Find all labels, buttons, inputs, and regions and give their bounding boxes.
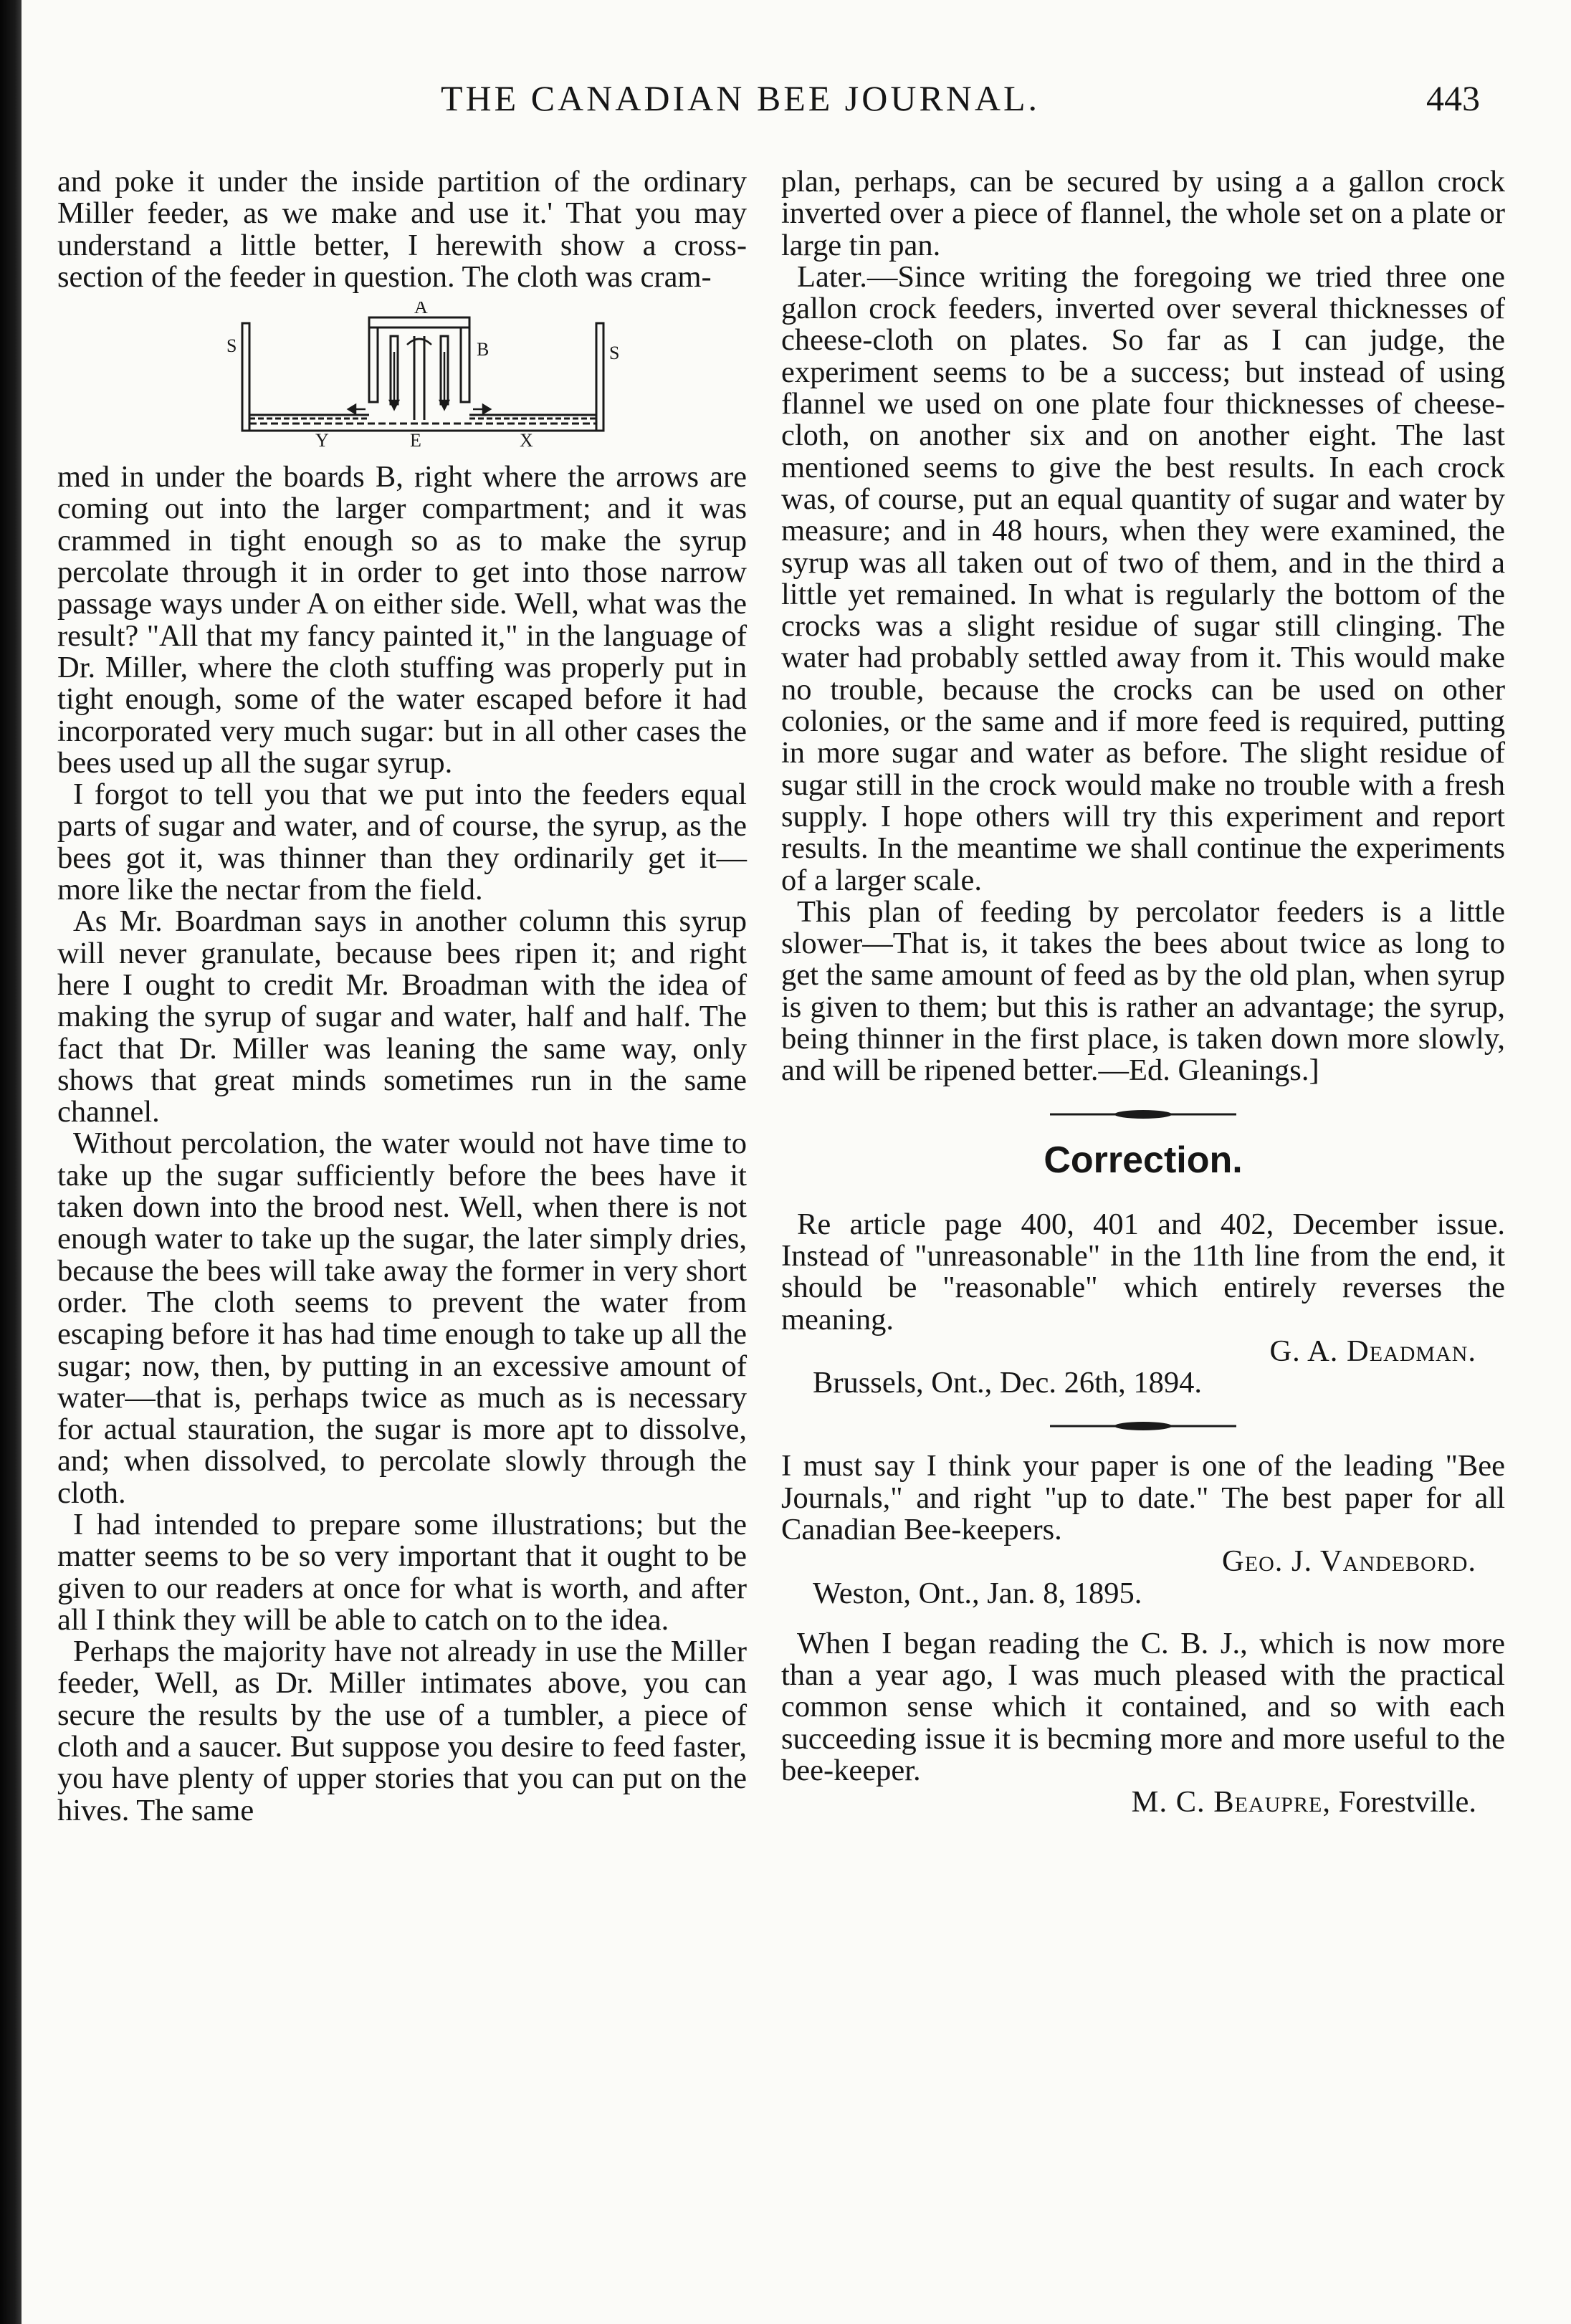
article-paragraph: I forgot to tell you that we put into the feeders equal parts of sugar and water, and of course, the syrup, as the bees got it, was thinner than they ordinarily get it—more like the nectar from the field.	[57, 778, 747, 907]
letter-signature	[781, 1787, 1505, 1818]
article-paragraph: This plan of feeding by percolator feeders is a little slower—That is, it takes the bees about twice as long to get the same amount of feed as by the old plan, when syrup is given to them; but this is rather an advantage; the syrup, being thinner in the first place, is taken down more slowly, and will be ripened better.—Ed. Gleanings.]	[781, 894, 1505, 1088]
article-paragraph: plan, perhaps, can be secured by using a a gallon crock inverted over a piece of flannel, the whole set on a plate or large tin pan.	[781, 165, 1505, 262]
section-divider	[1050, 1419, 1236, 1433]
article-paragraph: Without percolation, the water would not have time to take up the sugar sufficiently before the bees have it taken down into the brood nest. Well, when there is not enough water to take up the sugar, the later simply dries, because the bees will take away the former in very short order. The cloth seems to prevent the water from escaping before it has had time enough to take up all the sugar; now, then, by putting in an excessive amount of water—that is, perhaps twice as much as is necessary for actual stauration, the sugar is more apt to dissolve, and; when dissolved, to percolate slowly through the cloth.	[57, 1127, 747, 1510]
right-column	[781, 166, 1505, 1819]
feeder-cross-section-diagram	[222, 302, 624, 449]
signature-place: Forestville.	[1338, 1785, 1476, 1819]
label-e: E	[410, 430, 421, 449]
letter-dateline: Weston, Ont., Jan. 8, 1895.	[813, 1576, 1142, 1610]
journal-title: THE CANADIAN BEE JOURNAL.	[441, 78, 1041, 118]
letter-text: I must say I think your paper is one of the leading "Bee Journals," and right "up to date." The best paper for all Canadian Bee-keepers.	[781, 1449, 1505, 1546]
label-x: X	[520, 430, 533, 449]
page-number: 443	[1426, 78, 1480, 118]
label-s-right: S	[609, 343, 620, 364]
right-wall	[596, 323, 603, 431]
correction-dateline: Brussels, Ont., Dec. 26th, 1894.	[813, 1366, 1203, 1400]
left-wall	[242, 323, 249, 431]
article-paragraph: med in under the boards B, right where the arrows are coming out into the larger compartment; and it was crammed in tight enough so as to make the syrup percolate through it in order to get into those narrow passage ways under A on either side. Well, what was the result? "All that my fancy painted it," in the language of Dr. Miller, where the cloth stuffing was properly put in tight enough, some of the water escaped before it had incorporated very much sugar: but in all other cases the bees used up all the sugar syrup.	[57, 460, 747, 780]
label-y: Y	[315, 430, 329, 449]
left-column	[57, 166, 747, 1827]
correction-signature: G. A. Deadman.	[1269, 1334, 1476, 1368]
correction-heading: Correction.	[1044, 1139, 1243, 1181]
letter-signature: Geo. J. Vandebord.	[1222, 1544, 1476, 1579]
signature-name: M. C. Beaupre,	[1131, 1785, 1331, 1819]
letter-text: When I began reading the C. B. J., which is now more than a year ago, I was much pleased with the practical common sense which it contained, and so with each succeeding issue it is becming more and more useful to the bee-keeper.	[781, 1626, 1505, 1788]
section-divider	[1050, 1107, 1236, 1122]
label-s-left: S	[226, 335, 237, 357]
page-header	[0, 77, 1571, 142]
article-paragraph: As Mr. Boardman says in another column this syrup will never granulate, because bees ripen it; and right here I ought to credit Mr. Broadman with the idea of making the syrup of sugar and water, half and half. The fact that Dr. Miller was leaning the same way, only shows that great minds sometimes run in the same channel.	[57, 904, 747, 1129]
label-a: A	[414, 302, 428, 318]
correction-text: Re article page 400, 401 and 402, December issue. Instead of "unreasonable" in the 11th line from the end, it should be "reasonable" which entirely reverses the meaning.	[781, 1207, 1505, 1336]
article-paragraph: and poke it under the inside partition of the ordinary Miller feeder, as we make and use it.' That you may understand a little better, I herewith show a cross-section of the feeder in question. The cloth was cram-	[57, 165, 747, 294]
article-paragraph: I had intended to prepare some illustrations; but the matter seems to be so very important that it ought to be given to our readers at once for what is worth, and after all I think they will be able to catch on to the idea.	[57, 1507, 747, 1637]
binding-edge	[0, 0, 22, 2324]
top-board	[369, 317, 469, 327]
label-b: B	[477, 339, 490, 360]
article-paragraph: Later.—Since writing the foregoing we tried three one gallon crock feeders, inverted over several thicknesses of cheese-cloth on plates. So far as I can judge, the experiment seems to be a success; but instead of using flannel we used on one plate four thicknesses of cheese-cloth, on another six and on another eight. The last mentioned seems to give the best results. In each crock was, of course, put an equal quantity of sugar and water by measure; and in 48 hours, when they were examined, the syrup was all taken out of two of them, and in the third a little yet remained. In what is regularly the bottom of the crocks was a slight residue of sugar still clinging. The water had probably settled away from it. This would make no trouble, because the crocks can be used on other colonies, or the same and if more feed is required, putting in more sugar and water as before. The slight residue of sugar still in the crock would make no trouble with a fresh supply. I hope others will try this experiment and report results. In the meantime we shall continue the experiments of a larger scale.	[781, 259, 1505, 897]
article-paragraph: Perhaps the majority have not already in use the Miller feeder, Well, as Dr. Miller intimates above, you can secure the results by the use of a tumbler, a piece of cloth and a saucer. But suppose you desire to feed faster, you have plenty of upper stories that you can put on the hives. The same	[57, 1635, 747, 1827]
